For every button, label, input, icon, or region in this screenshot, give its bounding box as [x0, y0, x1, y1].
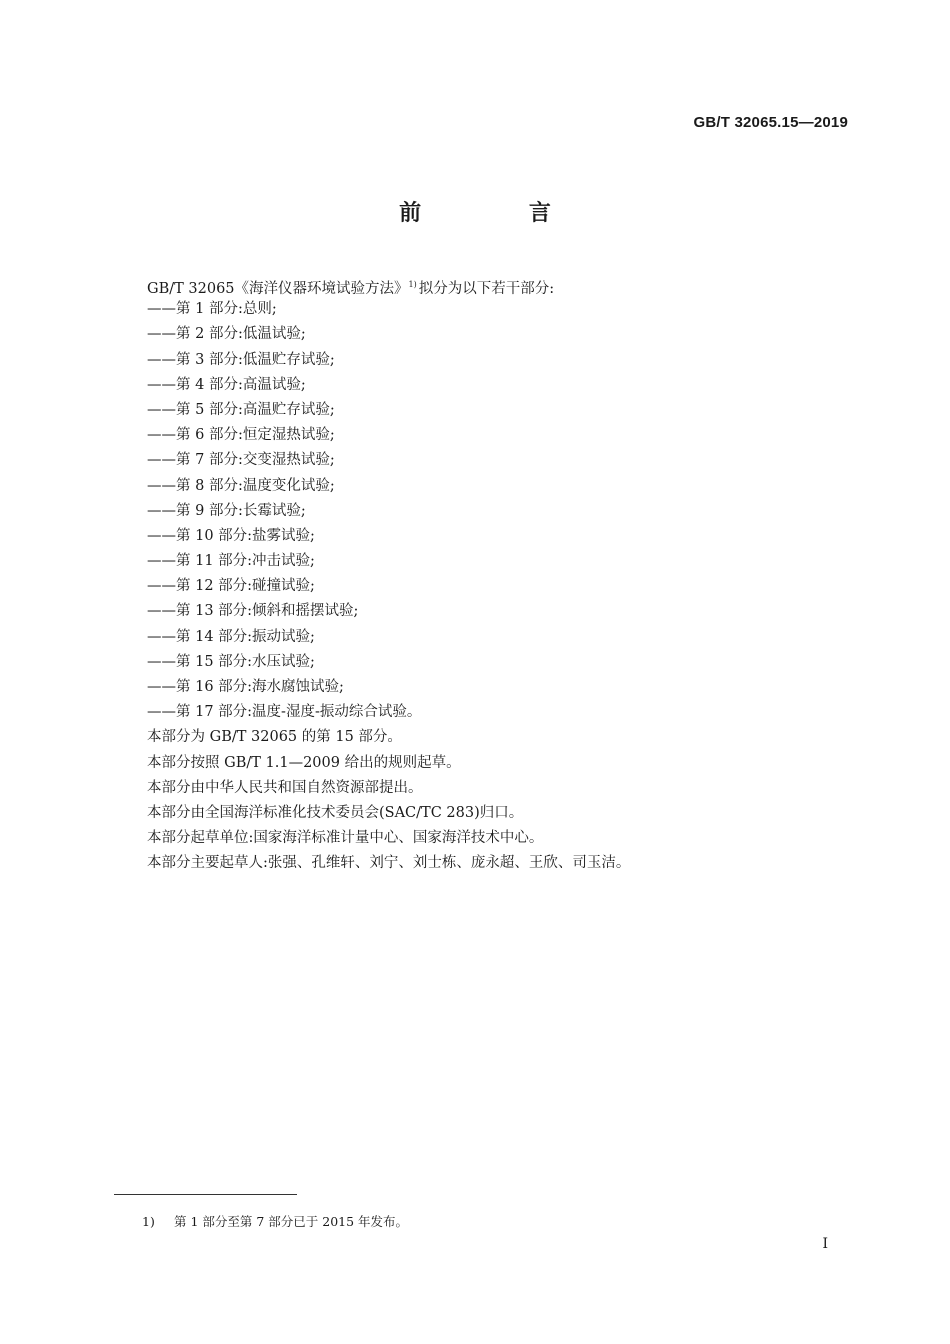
statement-part-number: 本部分为 GB/T 32065 的第 15 部分。	[147, 729, 402, 746]
list-item: ——第 6 部分:恒定湿热试验;	[147, 427, 335, 444]
page-number: I	[822, 1236, 828, 1252]
page-title: 前 言	[399, 201, 601, 226]
statement-drafters: 本部分主要起草人:张强、孔维轩、刘宁、刘士栋、庞永超、王欣、司玉洁。	[147, 855, 631, 872]
list-item: ——第 13 部分:倾斜和摇摆试验;	[147, 603, 359, 620]
list-item: ——第 16 部分:海水腐蚀试验;	[147, 679, 344, 695]
list-item: ——第 12 部分:碰撞试验;	[147, 578, 315, 595]
list-item: ——第 1 部分:总则;	[147, 301, 277, 318]
list-item: ——第 17 部分:温度-湿度-振动综合试验。	[147, 704, 422, 721]
statement-drafting-rules: 本部分按照 GB/T 1.1—2009 给出的规则起草。	[147, 754, 461, 771]
list-item: ——第 9 部分:长霉试验;	[147, 502, 306, 519]
list-item: ——第 14 部分:振动试验;	[147, 628, 315, 645]
statements	[147, 725, 847, 876]
foreword-body	[147, 272, 847, 877]
list-item: ——第 4 部分:高温试验;	[147, 376, 306, 393]
footnote-text: 第 1 部分至第 7 部分已于 2015 年发布。	[174, 1214, 409, 1229]
footnote-mark: 1)	[142, 1214, 155, 1229]
intro-text: GB/T 32065《海洋仪器环境试验方法》	[147, 281, 409, 297]
footnote	[142, 1212, 408, 1230]
statement-drafting-units: 本部分起草单位:国家海洋标准计量中心、国家海洋技术中心。	[147, 830, 544, 847]
footnote-ref: 1)	[408, 280, 417, 289]
list-item: ——第 7 部分:交变湿热试验;	[147, 452, 335, 469]
list-item: ——第 15 部分:水压试验;	[147, 653, 315, 670]
footnote-divider	[114, 1194, 297, 1195]
parts-list	[147, 297, 847, 725]
list-item: ——第 11 部分:冲击试验;	[147, 553, 315, 570]
intro-text-tail: 拟分为以下若干部分:	[418, 281, 555, 297]
list-item: ——第 10 部分:盐雾试验;	[147, 527, 315, 544]
statement-committee: 本部分由全国海洋标准化技术委员会(SAC/TC 283)归口。	[147, 804, 524, 821]
list-item: ——第 8 部分:温度变化试验;	[147, 477, 335, 494]
intro-paragraph	[147, 272, 847, 297]
statement-proposer: 本部分由中华人民共和国自然资源部提出。	[147, 779, 423, 796]
list-item: ——第 2 部分:低温试验;	[147, 326, 306, 343]
standard-code: GB/T 32065.15—2019	[693, 114, 848, 131]
list-item: ——第 5 部分:高温贮存试验;	[147, 401, 335, 418]
list-item: ——第 3 部分:低温贮存试验;	[147, 351, 335, 368]
